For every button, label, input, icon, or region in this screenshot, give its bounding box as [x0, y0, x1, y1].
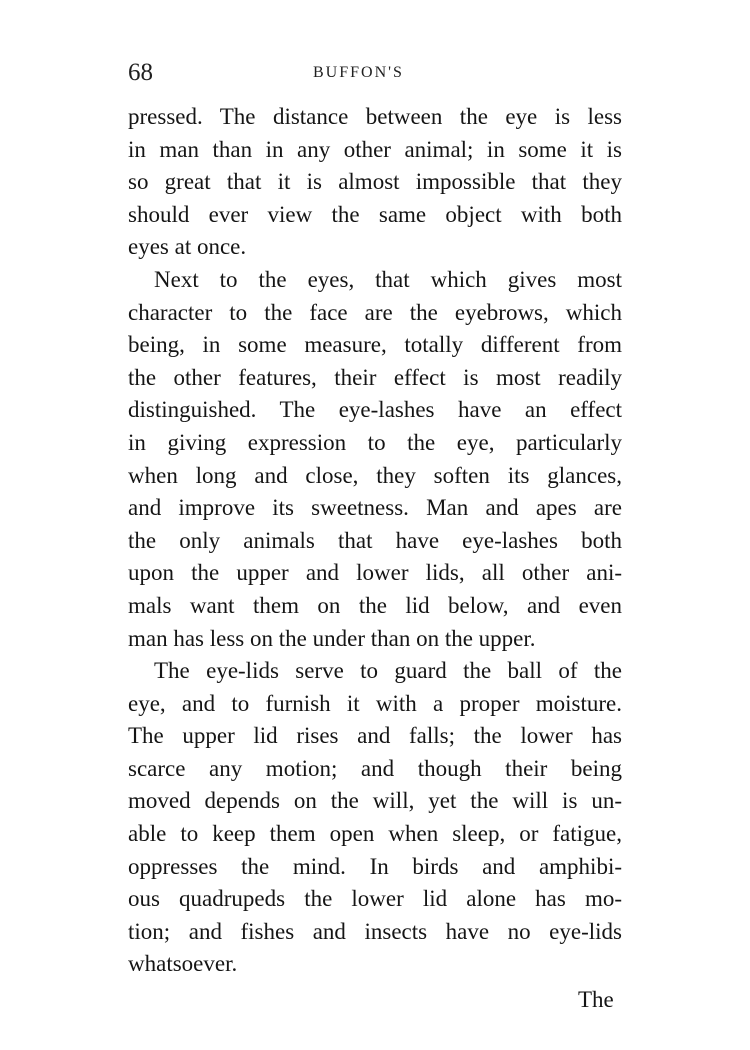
text-line: so great that it is almost impossible that they — [128, 169, 622, 195]
running-head — [128, 58, 622, 88]
text-line: the only animals that have eye-lashes both — [128, 527, 622, 553]
text-line: man has less on the under than on the upper. — [128, 625, 536, 651]
running-title: BUFFON'S — [313, 64, 404, 81]
text-line: distinguished. The eye-lashes have an effect — [128, 397, 622, 423]
page-number: 68 — [128, 59, 153, 86]
text-line: scarce any motion; and though their being — [128, 755, 622, 781]
text-line: eyes at once. — [128, 234, 247, 260]
text-line: eye, and to furnish it with a proper moisture. — [128, 690, 622, 716]
text-line: whatsoever. — [128, 951, 238, 977]
text-line: The upper lid rises and falls; the lower has — [128, 723, 622, 749]
text-line: moved depends on the will, yet the will is un- — [128, 788, 622, 814]
text-line: mals want them on the lid below, and even — [128, 592, 622, 618]
text-line: the other features, their effect is most readily — [128, 364, 622, 390]
catchword: The — [578, 987, 614, 1012]
text-line: in giving expression to the eye, particularly — [128, 429, 622, 455]
text-line: oppresses the mind. In birds and amphibi- — [128, 853, 622, 879]
text-line: upon the upper and lower lids, all other ani- — [128, 560, 622, 586]
text-line: when long and close, they soften its glances, — [128, 462, 622, 488]
body-text — [128, 101, 622, 981]
text-line: Next to the eyes, that which gives most — [154, 266, 622, 292]
text-line: The eye-lids serve to guard the ball of the — [154, 658, 622, 684]
text-line: able to keep them open when sleep, or fatigue, — [128, 821, 622, 847]
text-line: and improve its sweetness. Man and apes are — [128, 495, 622, 521]
text-line: tion; and fishes and insects have no eye-lids — [128, 918, 622, 944]
text-line: ous quadrupeds the lower lid alone has mo- — [128, 886, 622, 912]
text-line: in man than in any other animal; in some it is — [128, 136, 622, 162]
text-line: should ever view the same object with both — [128, 201, 622, 227]
text-line: character to the face are the eyebrows, which — [128, 299, 622, 325]
text-line: being, in some measure, totally different from — [128, 332, 622, 358]
text-line: pressed. The distance between the eye is less — [128, 104, 622, 129]
